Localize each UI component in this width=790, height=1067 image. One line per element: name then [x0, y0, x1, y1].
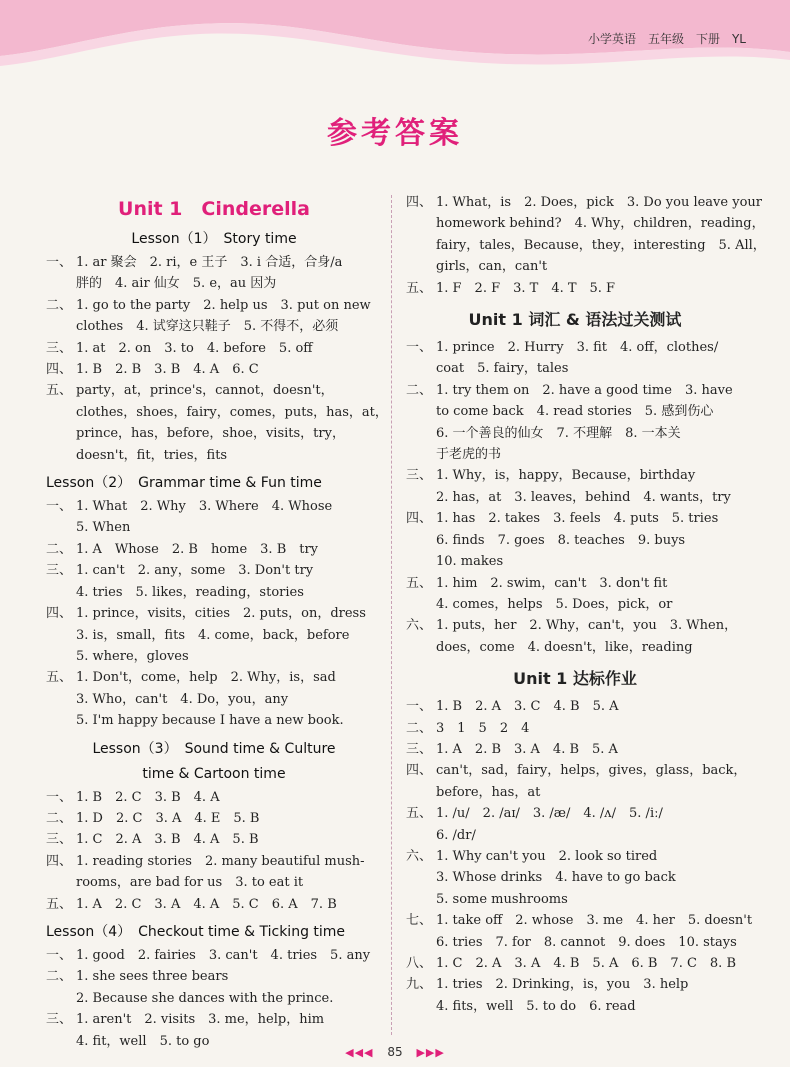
answer-text: 3. is，small，fits 4. come，back，before [76, 627, 350, 643]
answer-line [46, 787, 382, 808]
question-number: 七、 [406, 913, 433, 929]
question-number: 六、 [406, 618, 433, 634]
book-tag: 小学英语 五年级 下册 YL [587, 32, 746, 46]
page-footer [0, 1045, 790, 1059]
answer-line [406, 932, 744, 953]
answer-text: prince，has，before，shoe，visits，try， [76, 426, 345, 442]
answer-line [406, 551, 744, 572]
answer-line [406, 782, 744, 803]
right-top-answers [406, 192, 766, 299]
question-number: 四、 [46, 853, 73, 869]
answer-text: fairy，tales，Because，they，interesting 5. All， [436, 237, 766, 253]
answer-line [406, 696, 744, 717]
answer-text: 1. F 2. F 3. T 4. T 5. F [436, 280, 616, 296]
question-number: 四、 [406, 195, 433, 210]
answer-text: clothes 4. 试穿这只鞋子 5. 不得不，必须 [76, 319, 339, 335]
answer-line [46, 445, 382, 466]
answer-line [46, 667, 382, 688]
lesson4-answers [46, 945, 382, 1052]
vocab-test-answers [406, 337, 744, 658]
answer-text: 6. /dr/ [436, 827, 476, 843]
answer-text: 3 1 5 2 4 [436, 720, 530, 736]
question-number: 八、 [406, 956, 433, 971]
answer-line [406, 213, 765, 234]
answer-text: 1. B 2. C 3. B 4. A [76, 789, 220, 805]
answer-text: 1. B 2. A 3. C 4. B 5. A [436, 699, 619, 715]
answer-text: party，at，prince's，cannot，doesn't， [76, 383, 334, 399]
answer-line [46, 808, 382, 829]
answer-text: 6. 一个善良的仙女 7. 不理解 8. 一本关 [436, 425, 681, 441]
answer-text: 1. at 2. on 3. to 4. before 5. off [76, 340, 313, 356]
answer-text: clothes，shoes，fairy，comes，puts，has，at， [76, 404, 388, 420]
answer-text: doesn't，fit，tries，fits [76, 447, 228, 463]
answer-line [406, 615, 744, 636]
answer-line [406, 760, 747, 781]
answer-line [46, 710, 382, 731]
column-divider [391, 195, 392, 1035]
answer-text: 1. him 2. swim，can't 3. don't fit [436, 575, 668, 591]
answer-text: 5. I'm happy because I have a new book. [76, 713, 344, 729]
homework-title: Unit 1 达标作业 [513, 669, 637, 689]
lesson3-title-line2: time & Cartoon time [142, 765, 286, 782]
answer-line [406, 192, 762, 213]
answer-line [46, 582, 382, 603]
answer-line [406, 530, 744, 551]
question-number: 一、 [46, 947, 73, 963]
answer-text: can't，sad，fairy，helps，gives，glass，back， [436, 763, 747, 779]
answer-line [406, 739, 744, 760]
answer-line [46, 496, 382, 517]
answer-text: 6. tries 7. for 8. cannot 9. does 10. stays [436, 934, 737, 950]
answer-text: 1. has 2. takes 3. feels 4. puts 5. tries [436, 511, 719, 527]
question-number: 一、 [406, 699, 433, 715]
answer-text: 1. take off 2. whose 3. me 4. her 5. doesn't [436, 913, 753, 929]
question-number: 三、 [46, 832, 73, 848]
question-number: 五、 [406, 280, 433, 296]
answer-line [46, 829, 382, 850]
question-number: 三、 [406, 741, 433, 757]
answer-line [46, 295, 382, 316]
lesson3-answers [46, 787, 382, 915]
answer-text: 1. C 2. A 3. B 4. A 5. B [76, 832, 259, 848]
question-number: 四、 [406, 511, 433, 527]
answer-text: 胖的 4. air 仙女 5. e，au 因为 [76, 276, 277, 292]
answer-text: 1. A 2. C 3. A 4. A 5. C 6. A 7. B [76, 896, 337, 912]
answer-text: 1. prince，visits，cities 2. puts，on，dress [76, 606, 366, 622]
answer-text: 1. B 2. B 3. B 4. A 6. C [76, 362, 259, 378]
answer-line [46, 539, 382, 560]
answer-line [406, 380, 744, 401]
question-number: 五、 [46, 896, 73, 912]
question-number: 三、 [46, 563, 73, 579]
answer-text: 3. Whose drinks 4. have to go back [436, 870, 676, 886]
answer-text: 1. D 2. C 3. A 4. E 5. B [76, 810, 260, 826]
answer-line [406, 889, 744, 910]
question-number: 三、 [46, 1012, 73, 1028]
answer-line [406, 401, 744, 422]
answer-text: 1. puts，her 2. Why，can't，you 3. When， [436, 618, 738, 634]
answer-text: coat 5. fairy，tales [436, 361, 569, 377]
next-arrows-icon: ▶▶▶ [416, 1046, 445, 1059]
question-number: 二、 [46, 541, 73, 557]
answer-line [46, 689, 382, 710]
answer-line [46, 273, 382, 294]
question-number: 九、 [406, 977, 433, 993]
answer-text: 于老虎的书 [436, 447, 502, 463]
answer-line [46, 423, 382, 444]
answer-text: 5. When [76, 520, 131, 536]
answer-line [46, 872, 382, 893]
question-number: 一、 [46, 789, 73, 805]
answer-line [406, 910, 753, 931]
answer-text: 1. prince 2. Hurry 3. fit 4. off，clothes/ [436, 340, 719, 356]
answer-text: 1. /u/ 2. /aɪ/ 3. /æ/ 4. /ʌ/ 5. /iː/ [436, 806, 663, 822]
answer-line [406, 953, 744, 974]
answer-line [46, 359, 382, 380]
answer-text: 1. Why，is，happy，Because，birthday [436, 468, 696, 484]
answer-line [406, 637, 744, 658]
answer-text: 4. tries 5. likes，reading，stories [76, 584, 304, 600]
question-number: 二、 [406, 720, 433, 736]
answer-line [46, 894, 382, 915]
question-number: 五、 [406, 806, 433, 822]
header-band [0, 0, 790, 110]
answer-line [406, 573, 744, 594]
answer-text: 1. What 2. Why 3. Where 4. Whose [76, 499, 333, 515]
question-number: 五、 [46, 383, 73, 399]
page-title: 参考答案 [327, 116, 463, 151]
answer-line [406, 487, 744, 508]
lesson3-title-line1: Lesson（3） Sound time & Culture [92, 740, 336, 757]
answer-text: 6. finds 7. goes 8. teaches 9. buys [436, 532, 686, 548]
question-number: 一、 [46, 499, 73, 515]
question-number: 三、 [406, 468, 433, 484]
answer-line [46, 560, 382, 581]
question-number: 二、 [406, 382, 433, 398]
answer-line [406, 996, 744, 1017]
lesson2-answers [46, 496, 382, 731]
question-number: 四、 [46, 362, 73, 378]
answer-line [46, 380, 382, 401]
lesson2-title: Lesson（2） Grammar time & Fun time [46, 475, 322, 492]
answer-text: 1. try them on 2. have a good time 3. have [436, 382, 733, 398]
answer-text: 1. go to the party 2. help us 3. put on new [76, 297, 371, 313]
answer-line [406, 278, 744, 299]
answer-line [46, 988, 382, 1009]
answer-text: before，has，at [436, 784, 541, 800]
answer-line [46, 338, 382, 359]
answer-line [406, 358, 744, 379]
question-number: 五、 [406, 575, 433, 591]
answer-line [406, 718, 744, 739]
answer-text: 1. Don't，come，help 2. Why，is，sad [76, 670, 336, 686]
question-number: 四、 [406, 763, 433, 779]
answer-text: 1. can't 2. any，some 3. Don't try [76, 563, 314, 579]
answer-line [406, 803, 744, 824]
answer-text: 3. Who，can't 4. Do，you，any [76, 691, 289, 707]
answer-line [406, 465, 744, 486]
lesson1-answers [46, 252, 388, 466]
answer-line [406, 235, 766, 256]
answer-line [406, 974, 744, 995]
answer-text: 1. A 2. B 3. A 4. B 5. A [436, 741, 618, 757]
answer-text: rooms，are bad for us 3. to eat it [76, 875, 304, 891]
answer-line [406, 846, 744, 867]
answer-line [406, 594, 744, 615]
answer-text: 5. where，gloves [76, 648, 189, 664]
answer-text: does，come 4. doesn't，like，reading [436, 639, 693, 655]
answer-text: girls，can，can't [436, 259, 548, 275]
answer-text: 1. good 2. fairies 3. can't 4. tries 5. any [76, 947, 371, 963]
unit-title: Unit 1 Cinderella [118, 198, 310, 220]
lesson4-title: Lesson（4） Checkout time & Ticking time [46, 923, 346, 940]
question-number: 二、 [46, 969, 73, 985]
question-number: 二、 [46, 297, 73, 313]
answer-text: 1. reading stories 2. many beautiful mush- [76, 853, 365, 869]
answer-line [406, 867, 744, 888]
answer-text: 5. some mushrooms [436, 891, 568, 907]
answer-text: 4. fits，well 5. to do 6. read [436, 998, 636, 1014]
question-number: 一、 [46, 255, 73, 270]
answer-line [46, 625, 382, 646]
answer-line [406, 508, 744, 529]
answer-text: 2. Because she dances with the prince. [76, 990, 334, 1006]
answer-line [46, 316, 382, 337]
answer-text: 10. makes [436, 554, 504, 570]
question-number: 二、 [46, 810, 73, 826]
answer-text: 2. has，at 3. leaves，behind 4. wants，try [436, 489, 731, 505]
question-number: 五、 [46, 670, 73, 686]
answer-line [406, 825, 744, 846]
lesson1-title: Lesson（1） Story time [131, 231, 297, 247]
right-column [406, 192, 766, 1017]
answer-text: homework behind? 4. Why，children，reading， [436, 216, 765, 232]
answer-line [406, 337, 744, 358]
answer-line [46, 517, 382, 538]
answer-line [46, 646, 382, 667]
question-number: 三、 [46, 340, 73, 356]
homework-answers [406, 696, 753, 1017]
answer-line [46, 402, 388, 423]
page-number: 85 [387, 1045, 403, 1059]
answer-text: 1. What，is 2. Does，pick 3. Do you leave your [436, 195, 762, 210]
answer-line [406, 256, 744, 277]
answer-line [46, 945, 382, 966]
answer-text: 1. she sees three bears [76, 969, 229, 985]
answer-line [46, 252, 382, 273]
answer-text: 1. aren't 2. visits 3. me，help，him [76, 1012, 325, 1028]
answer-line [406, 444, 744, 465]
answer-text: 4. fit，well 5. to go [76, 1033, 210, 1049]
answer-line [46, 603, 382, 624]
question-number: 一、 [406, 340, 433, 356]
vocab-test-title: Unit 1 词汇 & 语法过关测试 [468, 310, 682, 330]
answer-text: 1. Why can't you 2. look so tired [436, 848, 658, 864]
answer-line [406, 423, 744, 444]
question-number: 六、 [406, 848, 433, 864]
answer-line [46, 851, 382, 872]
answer-line [46, 966, 382, 987]
answer-text: to come back 4. read stories 5. 感到伤心 [436, 404, 714, 420]
answer-text: 1. tries 2. Drinking，is，you 3. help [436, 977, 689, 993]
answer-text: 1. C 2. A 3. A 4. B 5. A 6. B 7. C 8. B [436, 956, 737, 971]
answer-line [46, 1009, 382, 1030]
prev-arrows-icon: ◀◀◀ [345, 1046, 374, 1059]
left-column [46, 192, 388, 1052]
question-number: 四、 [46, 606, 73, 622]
answer-text: 1. ar 聚会 2. ri，e 王子 3. i 合适，合身/a [76, 255, 343, 270]
answer-text: 4. comes，helps 5. Does，pick，or [436, 596, 673, 612]
answer-text: 1. A Whose 2. B home 3. B try [76, 541, 319, 557]
